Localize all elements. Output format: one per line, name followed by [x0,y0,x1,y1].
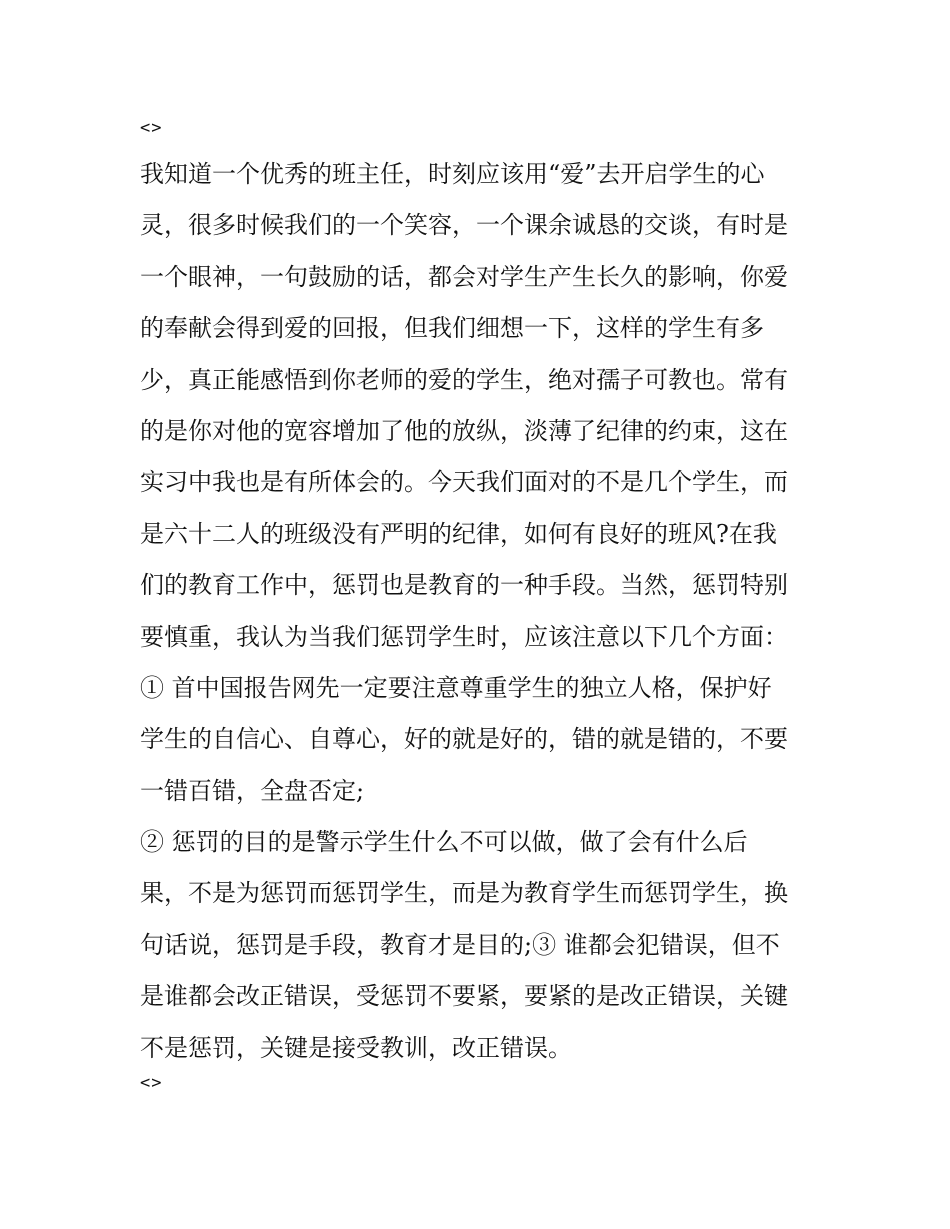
text-line: 我知道一个优秀的班主任，时刻应该用“爱”去开启学生的心 [140,160,765,188]
text-line: 少，真正能感悟到你老师的爱的学生，绝对孺子可教也。常有 [140,365,788,394]
text-line: 实习中我也是有所体会的。今天我们面对的不是几个学生，而 [140,468,788,497]
text-line: 学生的自信心、自尊心，好的就是好的，错的就是错的，不要 [140,725,788,754]
text-line: 一个眼神，一句鼓励的话，都会对学生产生长久的影响，你爱 [140,262,788,291]
text-line: 灵，很多时候我们的一个笑容，一个课余诚恳的交谈，有时是 [140,211,788,240]
text-line: 果，不是为惩罚而惩罚学生，而是为教育学生而惩罚学生，换 [140,879,788,908]
body-text [140,152,820,1077]
bottom-marker: <> [140,1073,163,1093]
text-line: 要慎重，我认为当我们惩罚学生时，应该注意以下几个方面： [140,622,788,651]
top-marker: <> [140,118,163,138]
text-line: 句话说，惩罚是手段，教育才是目的;③ 谁都会犯错误，但不 [140,930,780,959]
text-line: ② 惩罚的目的是警示学生什么不可以做，做了会有什么后 [140,828,748,857]
text-line: 的是你对他的宽容增加了他的放纵，淡薄了纪律的约束，这在 [140,416,788,445]
text-line: 是谁都会改正错误，受惩罚不要紧，要紧的是改正错误，关键 [140,982,788,1011]
text-line: ① 首中国报告网先一定要注意尊重学生的独立人格，保护好 [140,673,772,702]
text-line: 一错百错，全盘否定; [140,776,365,805]
text-line: 是六十二人的班级没有严明的纪律，如何有良好的班风?在我 [140,519,777,548]
text-line: 的奉献会得到爱的回报，但我们细想一下，这样的学生有多 [140,314,764,343]
text-line: 不是惩罚，关键是接受教训，改正错误。 [140,1033,572,1062]
text-line: 们的教育工作中，惩罚也是教育的一种手段。当然，惩罚特别 [140,571,788,600]
